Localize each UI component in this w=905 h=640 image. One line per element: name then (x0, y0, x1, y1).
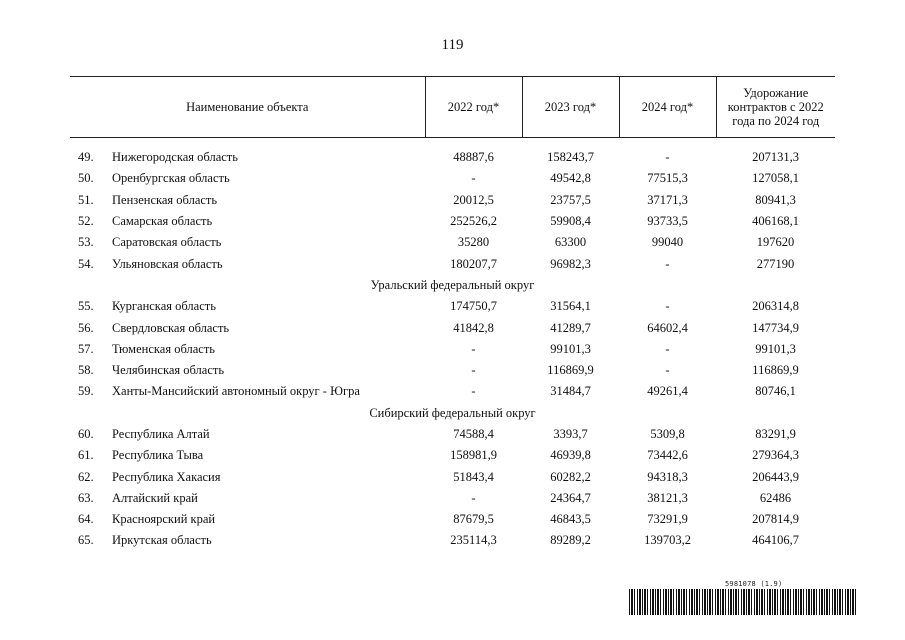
row-number: 56. (78, 320, 94, 335)
value-total: 207131,3 (752, 150, 799, 165)
value-total: 83291,9 (755, 427, 796, 441)
value-2022: - (471, 171, 476, 186)
table-body (70, 138, 835, 552)
region-name: Тюменская область (112, 341, 215, 356)
value-2024: - (665, 150, 670, 165)
value-2023: 46843,5 (550, 512, 591, 527)
table-row (70, 253, 835, 274)
region-name: Курганская область (112, 299, 216, 314)
row-number: 60. (78, 427, 94, 441)
value-2022: 51843,4 (453, 469, 494, 484)
table-row (70, 509, 835, 530)
value-2024: 5309,8 (650, 427, 685, 441)
value-2023: 31564,1 (550, 299, 591, 314)
value-2023: 49542,8 (550, 171, 591, 186)
value-2024: 94318,3 (647, 469, 688, 484)
region-name: Республика Хакасия (112, 469, 221, 484)
cost-table (70, 76, 835, 552)
region-name: Нижегородская область (112, 150, 238, 165)
value-total: 62486 (759, 490, 792, 505)
document-barcode (629, 580, 857, 616)
value-total: 406168,1 (752, 214, 799, 229)
region-name: Республика Алтай (112, 427, 210, 441)
value-total: 207814,9 (752, 512, 799, 527)
value-total: 147734,9 (752, 320, 799, 335)
table-row (70, 466, 835, 487)
row-number: 59. (78, 384, 94, 399)
value-total: 464106,7 (752, 533, 799, 548)
header-total: Удорожание контрактов с 2022 года по 2024 год (716, 77, 835, 138)
header-2023: 2023 год* (522, 77, 619, 138)
value-2022: 41842,8 (453, 320, 494, 335)
value-total: 206314,8 (752, 299, 799, 314)
value-2024: 77515,3 (647, 171, 688, 186)
value-2023: 59908,4 (550, 214, 591, 229)
region-name: Саратовская область (112, 235, 222, 250)
row-number: 51. (78, 192, 94, 207)
row-number: 49. (78, 150, 94, 165)
table-row (70, 339, 835, 360)
region-name: Иркутская область (112, 533, 212, 548)
region-name: Красноярский край (112, 512, 216, 527)
table-row (70, 381, 835, 402)
row-number: 63. (78, 490, 94, 505)
table-row (70, 168, 835, 189)
value-2022: 158981,9 (450, 448, 497, 463)
value-2022: 87679,5 (453, 512, 494, 527)
district-heading-row (70, 275, 835, 296)
barcode-id: 5981078 (1.9) (725, 580, 783, 588)
value-2023: 46939,8 (550, 448, 591, 463)
table-row (70, 360, 835, 381)
value-2024: 139703,2 (644, 533, 691, 548)
barcode-icon (629, 589, 857, 615)
value-2024: 73291,9 (647, 512, 688, 527)
page-number: 119 (441, 37, 464, 53)
table-row (70, 211, 835, 232)
value-2024: 99040 (651, 235, 684, 250)
value-2023: 60282,2 (550, 469, 591, 484)
row-number: 50. (78, 171, 94, 186)
value-2023: 23757,5 (550, 192, 591, 207)
table-row (70, 424, 835, 445)
row-number: 61. (78, 448, 94, 463)
value-2022: 235114,3 (450, 533, 497, 548)
region-name: Свердловская область (112, 320, 230, 335)
value-2024: 93733,5 (647, 214, 688, 229)
row-number: 58. (78, 363, 94, 378)
value-2023: 31484,7 (550, 384, 591, 399)
row-number: 62. (78, 469, 94, 484)
region-name: Ханты-Мансийский автономный округ - Югра (112, 384, 360, 399)
value-2022: 74588,4 (453, 427, 494, 441)
value-2024: 37171,3 (647, 192, 688, 207)
value-total: 99101,3 (755, 341, 796, 356)
header-2024: 2024 год* (619, 77, 716, 138)
value-total: 277190 (756, 256, 795, 271)
value-2022: - (471, 341, 476, 356)
header-spacer (70, 138, 835, 148)
value-2023: 89289,2 (550, 533, 591, 548)
value-2023: 158243,7 (547, 150, 594, 165)
value-total: 279364,3 (752, 448, 799, 463)
value-2023: 63300 (554, 235, 587, 250)
value-2024: - (665, 363, 670, 378)
row-number: 65. (78, 533, 94, 548)
table-row (70, 445, 835, 466)
value-2023: 41289,7 (550, 320, 591, 335)
value-2022: 48887,6 (453, 150, 494, 165)
table-row (70, 488, 835, 509)
value-2022: - (471, 490, 476, 505)
region-name: Челябинская область (112, 363, 225, 378)
row-number: 53. (78, 235, 94, 250)
row-number: 55. (78, 299, 94, 314)
region-name: Пензенская область (112, 192, 218, 207)
value-2022: 252526,2 (450, 214, 497, 229)
value-2022: 180207,7 (450, 256, 497, 271)
table-row (70, 232, 835, 253)
value-total: 127058,1 (752, 171, 799, 186)
table-row (70, 530, 835, 551)
row-number: 54. (78, 256, 94, 271)
value-2023: 24364,7 (550, 490, 591, 505)
value-2022: - (471, 384, 476, 399)
table-row (70, 190, 835, 211)
table-row (70, 317, 835, 338)
value-2024: - (665, 341, 670, 356)
region-name: Ульяновская область (112, 256, 223, 271)
value-2024: - (665, 299, 670, 314)
region-name: Алтайский край (112, 490, 198, 505)
value-2024: 64602,4 (647, 320, 688, 335)
row-number: 52. (78, 214, 94, 229)
value-2024: 49261,4 (647, 384, 688, 399)
value-2023: 96982,3 (550, 256, 591, 271)
row-number: 64. (78, 512, 94, 527)
row-number: 57. (78, 341, 94, 356)
value-2022: 35280 (457, 235, 490, 250)
value-total: 197620 (756, 235, 795, 250)
header-name: Наименование объекта (70, 77, 425, 138)
value-total: 80941,3 (755, 192, 796, 207)
district-heading: Сибирский федеральный округ (369, 405, 536, 420)
region-name: Самарская область (112, 214, 213, 229)
value-2024: - (665, 256, 670, 271)
header-2022: 2022 год* (425, 77, 522, 138)
value-2022: 20012,5 (453, 192, 494, 207)
region-name: Оренбургская область (112, 171, 230, 186)
value-2024: 73442,6 (647, 448, 688, 463)
value-2022: 174750,7 (450, 299, 497, 314)
value-2023: 116869,9 (547, 363, 594, 378)
value-total: 116869,9 (752, 363, 799, 378)
table-row (70, 296, 835, 317)
value-2022: - (471, 363, 476, 378)
table-header-row (70, 77, 835, 138)
value-2024: 38121,3 (647, 490, 688, 505)
table-row (70, 147, 835, 168)
district-heading: Уральский федеральный округ (370, 277, 535, 292)
region-name: Республика Тыва (112, 448, 204, 463)
value-total: 80746,1 (755, 384, 796, 399)
district-heading-row (70, 403, 835, 424)
value-2023: 3393,7 (553, 427, 588, 441)
value-2023: 99101,3 (550, 341, 591, 356)
value-total: 206443,9 (752, 469, 799, 484)
